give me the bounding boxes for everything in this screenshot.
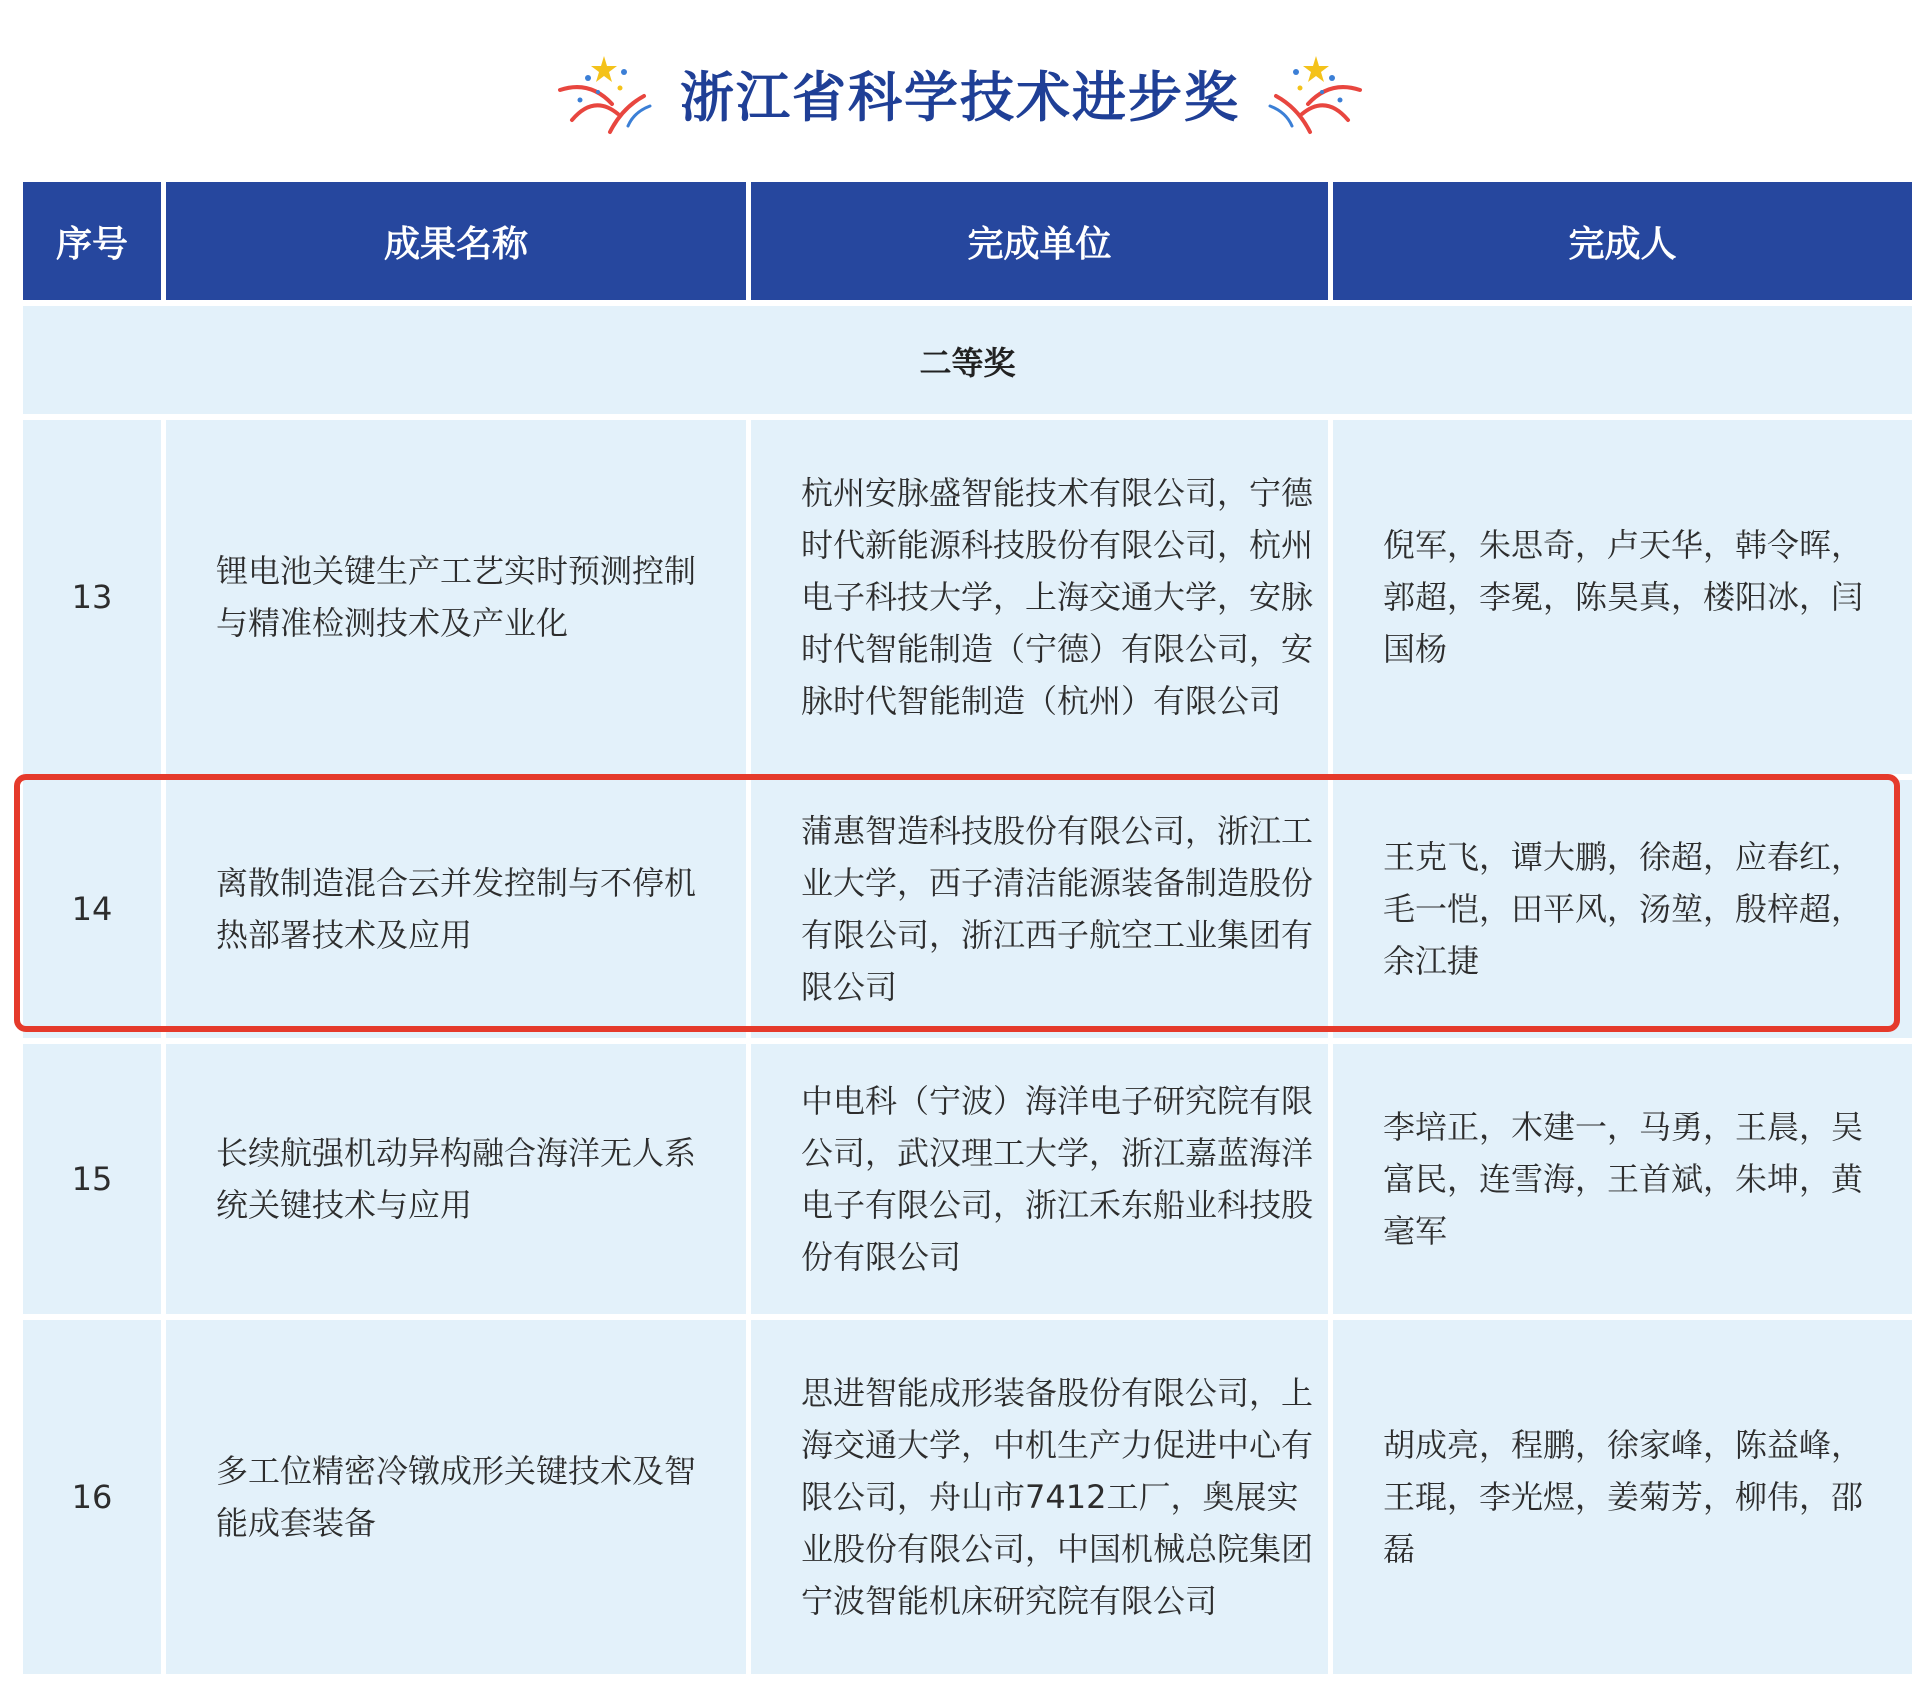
row-unit: 蒲惠智造科技股份有限公司，浙江工业大学，西子清洁能源装备制造股份有限公司，浙江西子航空工业集团有限公司 xyxy=(751,780,1328,1038)
header-name: 成果名称 xyxy=(166,182,746,300)
row-person: 倪军，朱思奇，卢天华，韩令晖，郭超，李冕，陈昊真，楼阳冰，闫国杨 xyxy=(1333,420,1912,774)
awards-table xyxy=(18,176,1917,1680)
row-unit: 中电科（宁波）海洋电子研究院有限公司，武汉理工大学，浙江嘉蓝海洋电子有限公司，浙江禾东船业科技股份有限公司 xyxy=(751,1044,1328,1314)
row-person: 胡成亮，程鹏，徐家峰，陈益峰，王琨，李光煜，姜菊芳，柳伟，邵磊 xyxy=(1333,1320,1912,1674)
page-title: 浙江省科学技术进步奖 xyxy=(680,65,1240,129)
table-row xyxy=(23,1044,1912,1314)
table-header-row xyxy=(23,182,1912,300)
row-seq: 13 xyxy=(23,420,161,774)
row-unit: 思进智能成形装备股份有限公司，上海交通大学，中机生产力促进中心有限公司，舟山市7412工厂，奥展实业股份有限公司，中国机械总院集团宁波智能机床研究院有限公司 xyxy=(751,1320,1328,1674)
row-person: 李培正，木建一，马勇，王晨，吴富民，连雪海，王首斌，朱坤，黄毫军 xyxy=(1333,1044,1912,1314)
row-name: 离散制造混合云并发控制与不停机热部署技术及应用 xyxy=(166,780,746,1038)
table-row-highlighted xyxy=(23,780,1912,1038)
row-name: 长续航强机动异构融合海洋无人系统关键技术与应用 xyxy=(166,1044,746,1314)
header-person: 完成人 xyxy=(1333,182,1912,300)
header-unit: 完成单位 xyxy=(751,182,1328,300)
row-seq: 14 xyxy=(23,780,161,1038)
row-seq: 15 xyxy=(23,1044,161,1314)
title-row xyxy=(0,38,1920,148)
firework-icon xyxy=(1266,48,1370,138)
award-level-row xyxy=(23,306,1912,414)
row-person: 王克飞，谭大鹏，徐超，应春红，毛一恺，田平风，汤堃，殷梓超，余江捷 xyxy=(1333,780,1912,1038)
row-name: 锂电池关键生产工艺实时预测控制与精准检测技术及产业化 xyxy=(166,420,746,774)
header-seq: 序号 xyxy=(23,182,161,300)
firework-icon xyxy=(550,48,654,138)
award-level: 二等奖 xyxy=(23,306,1912,414)
table-row xyxy=(23,420,1912,774)
row-unit: 杭州安脉盛智能技术有限公司，宁德时代新能源科技股份有限公司，杭州电子科技大学，上海交通大学，安脉时代智能制造（宁德）有限公司，安脉时代智能制造（杭州）有限公司 xyxy=(751,420,1328,774)
row-name: 多工位精密冷镦成形关键技术及智能成套装备 xyxy=(166,1320,746,1674)
row-seq: 16 xyxy=(23,1320,161,1674)
table-row xyxy=(23,1320,1912,1674)
